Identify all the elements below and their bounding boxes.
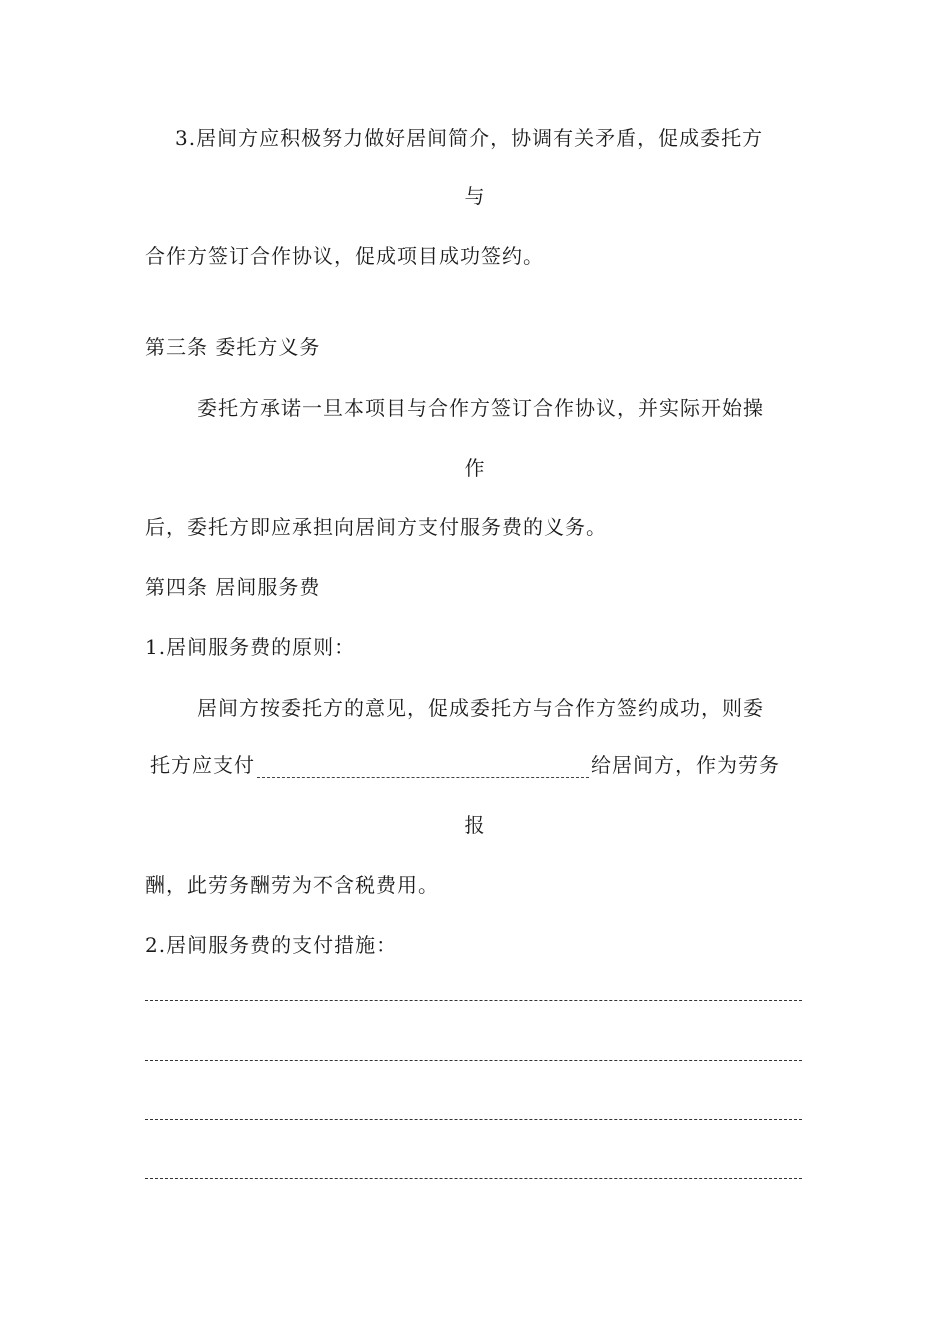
article-3-line-2: 后，委托方即应承担向居间方支付服务费的义务。 (145, 515, 607, 539)
article-3-line-1: 委托方承诺一旦本项目与合作方签订合作协议，并实际开始操 (197, 396, 764, 420)
payment-blank-line-2[interactable] (145, 1060, 802, 1061)
fee-amount-line (150, 752, 802, 778)
payment-method-label: 2.居间服务费的支付措施： (145, 933, 398, 957)
article-4-heading: 第四条 居间服务费 (145, 575, 321, 599)
payment-blank-line-4[interactable] (145, 1178, 802, 1179)
fee-principle-label: 1.居间服务费的原则： (145, 635, 356, 659)
fee-principle-line-3: 酬，此劳务酬劳为不含税费用。 (145, 873, 439, 897)
clause-3-wrap: 与 (464, 184, 486, 208)
fee-amount-suffix: 给居间方，作为劳务 (591, 753, 780, 777)
article-3-wrap: 作 (464, 456, 486, 480)
fee-amount-blank[interactable] (257, 761, 589, 778)
fee-amount-prefix: 托方应支付 (150, 753, 255, 777)
fee-principle-wrap: 报 (464, 813, 486, 837)
fee-principle-line-1: 居间方按委托方的意见，促成委托方与合作方签约成功，则委 (197, 696, 764, 720)
payment-blank-line-3[interactable] (145, 1119, 802, 1120)
article-3-heading: 第三条 委托方义务 (145, 335, 321, 359)
payment-blank-line-1[interactable] (145, 1000, 802, 1001)
clause-3-line-1: 3.居间方应积极努力做好居间简介，协调有关矛盾，促成委托方 (175, 126, 764, 150)
clause-3-line-2: 合作方签订合作协议，促成项目成功签约。 (145, 244, 544, 268)
